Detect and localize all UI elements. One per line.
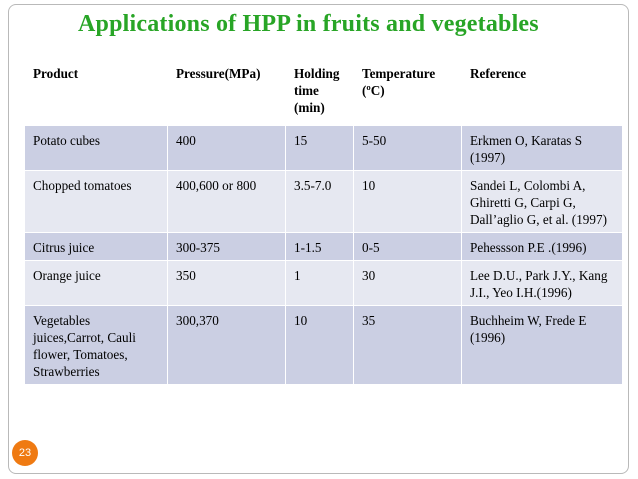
cell-holding-time: 1 [286,261,354,306]
cell-temperature: 30 [354,261,462,306]
table-row [25,261,623,306]
slide-title: Applications of HPP in fruits and vegetables [78,11,539,37]
cell-pressure: 300-375 [168,233,286,261]
header-product: Product [25,58,168,126]
cell-temperature: 0-5 [354,233,462,261]
cell-temperature: 35 [354,306,462,385]
cell-holding-time: 10 [286,306,354,385]
cell-temperature: 10 [354,171,462,233]
page-number-badge: 23 [12,440,38,466]
table-row [25,171,623,233]
table-row [25,233,623,261]
table-row [25,306,623,385]
header-reference: Reference [462,58,623,126]
table-header-row [25,58,623,126]
cell-holding-time: 1-1.5 [286,233,354,261]
cell-reference: Pehessson P.E .(1996) [462,233,623,261]
cell-product: Orange juice [25,261,168,306]
cell-pressure: 400,600 or 800 [168,171,286,233]
cell-product: Vegetables juices,Carrot, Cauli flower, Tomatoes, Strawberries [25,306,168,385]
cell-pressure: 400 [168,126,286,171]
cell-product: Potato cubes [25,126,168,171]
cell-product: Citrus juice [25,233,168,261]
cell-holding-time: 3.5-7.0 [286,171,354,233]
header-temperature: Temperature (ºC) [354,58,462,126]
table-row [25,126,623,171]
hpp-applications-table [24,57,623,385]
header-holding-time: Holding time (min) [286,58,354,126]
cell-reference: Buchheim W, Frede E (1996) [462,306,623,385]
cell-reference: Lee D.U., Park J.Y., Kang J.I., Yeo I.H.(1996) [462,261,623,306]
cell-temperature: 5-50 [354,126,462,171]
cell-pressure: 350 [168,261,286,306]
cell-reference: Sandei L, Colombi A, Ghiretti G, Carpi G, Dall’aglio G, et al. (1997) [462,171,623,233]
header-pressure: Pressure(MPa) [168,58,286,126]
cell-pressure: 300,370 [168,306,286,385]
cell-holding-time: 15 [286,126,354,171]
cell-product: Chopped tomatoes [25,171,168,233]
cell-reference: Erkmen O, Karatas S (1997) [462,126,623,171]
